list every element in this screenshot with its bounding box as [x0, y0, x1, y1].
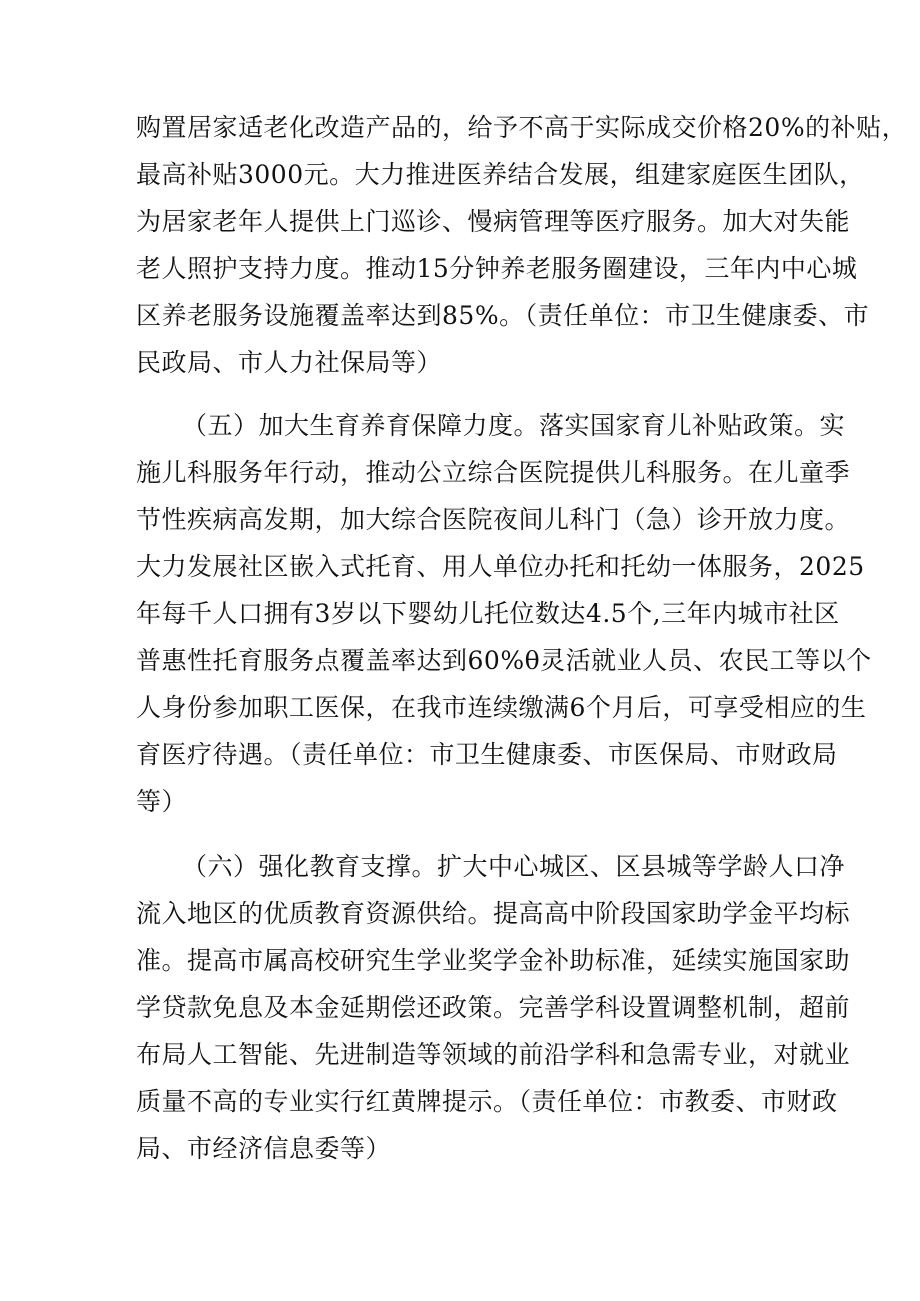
text-line: 等）	[136, 787, 188, 816]
text-line: 老人照护支持力度。推动15分钟养老服务圈建设，三年内中心城	[136, 254, 858, 283]
text-line: 质量不高的专业实行红黄牌提示。（责任单位：市教委、市财政	[136, 1087, 838, 1116]
text-line: 人身份参加职工医保，在我市连续缴满6个月后，可享受相应的生	[136, 693, 867, 722]
text-line: 购置居家适老化改造产品的，给予不高于实际成交价格20%的补贴，	[136, 113, 908, 142]
text-line: 学贷款免息及本金延期偿还政策。完善学科设置调整机制，超前	[136, 993, 851, 1022]
text-line: 流入地区的优质教育资源供给。提高高中阶段国家助学金平均标	[136, 899, 851, 928]
text-line: 为居家老年人提供上门巡诊、慢病管理等医疗服务。加大对失能	[136, 207, 851, 236]
text-line: （五）加大生育养育保障力度。落实国家育儿补贴政策。实	[182, 411, 846, 440]
text-line: 施儿科服务年行动，推动公立综合医院提供儿科服务。在儿童季	[136, 458, 851, 487]
text-line: 年每千人口拥有3岁以下婴幼儿托位数达4.5个,三年内城市社区	[136, 599, 840, 628]
text-line: 准。提高市属高校研究生学业奖学金补助标准，延续实施国家助	[136, 946, 851, 975]
text-line: 局、市经济信息委等）	[136, 1134, 392, 1163]
text-line: 布局人工智能、先进制造等领域的前沿学科和急需专业，对就业	[136, 1040, 851, 1069]
text-line: 最高补贴3000元。大力推进医养结合发展，组建家庭医生团队，	[136, 160, 865, 189]
text-line: （六）强化教育支撑。扩大中心城区、区县城等学龄人口净	[182, 852, 846, 881]
text-line: 大力发展社区嵌入式托育、用人单位办托和托幼一体服务，2025	[136, 552, 865, 581]
text-line: 普惠性托育服务点覆盖率达到60%θ灵活就业人员、农民工等以个	[136, 646, 872, 675]
text-line: 民政局、市人力社保局等）	[136, 348, 443, 377]
text-line: 育医疗待遇。（责任单位：市卫生健康委、市医保局、市财政局	[136, 740, 838, 769]
text-line: 区养老服务设施覆盖率达到85%。（责任单位：市卫生健康委、市	[136, 301, 870, 330]
text-line: 节性疾病高发期，加大综合医院夜间儿科门（急）诊开放力度。	[136, 505, 851, 534]
